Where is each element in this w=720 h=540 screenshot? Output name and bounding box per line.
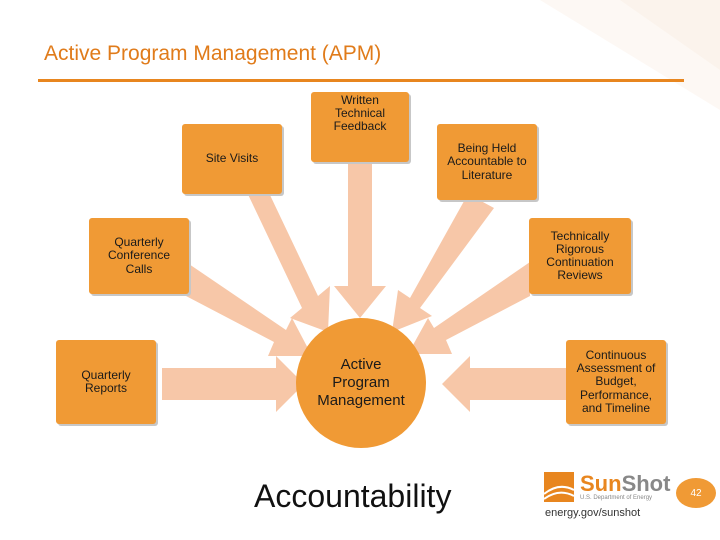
conference-calls-box xyxy=(89,218,189,294)
logo-sun-text: Sun xyxy=(580,471,622,496)
sun-icon xyxy=(544,472,574,502)
footer-url: energy.gov/sunshot xyxy=(545,507,641,519)
site-visits-box xyxy=(182,124,282,194)
center-circle xyxy=(296,318,426,448)
page-number: 42 xyxy=(676,478,716,508)
literature-label: Being Held Accountable to Literature xyxy=(447,141,527,182)
arrow-written-feedback xyxy=(334,160,386,318)
logo-subtitle: U.S. Department of Energy xyxy=(580,495,653,501)
written-feedback-label: Written Technical Feedback xyxy=(333,93,387,134)
continuous-assessment-label: Continuous Assessment of Budget, Performance, and Timeline xyxy=(576,348,656,415)
arrow-quarterly-reports xyxy=(162,356,304,412)
continuation-reviews-label: Technically Rigorous Continuation Reviews xyxy=(546,228,614,283)
written-feedback-box xyxy=(311,92,409,162)
quarterly-reports-box xyxy=(56,340,156,424)
literature-box xyxy=(437,124,537,200)
sunshot-logo xyxy=(544,472,670,502)
slide-title: Active Program Management (APM) xyxy=(44,42,382,65)
quarterly-reports-label: Quarterly Reports xyxy=(81,367,131,395)
accountability-caption: Accountability xyxy=(254,478,452,514)
continuation-reviews-box xyxy=(529,218,631,294)
continuous-assessment-box xyxy=(566,340,666,424)
arrow-continuous-assessment xyxy=(442,356,566,412)
center-label: Active Program Management xyxy=(317,356,405,409)
conference-calls-label: Quarterly Conference Calls xyxy=(107,235,171,276)
logo-shot-text: Shot xyxy=(621,471,671,496)
site-visits-label: Site Visits xyxy=(205,151,259,166)
